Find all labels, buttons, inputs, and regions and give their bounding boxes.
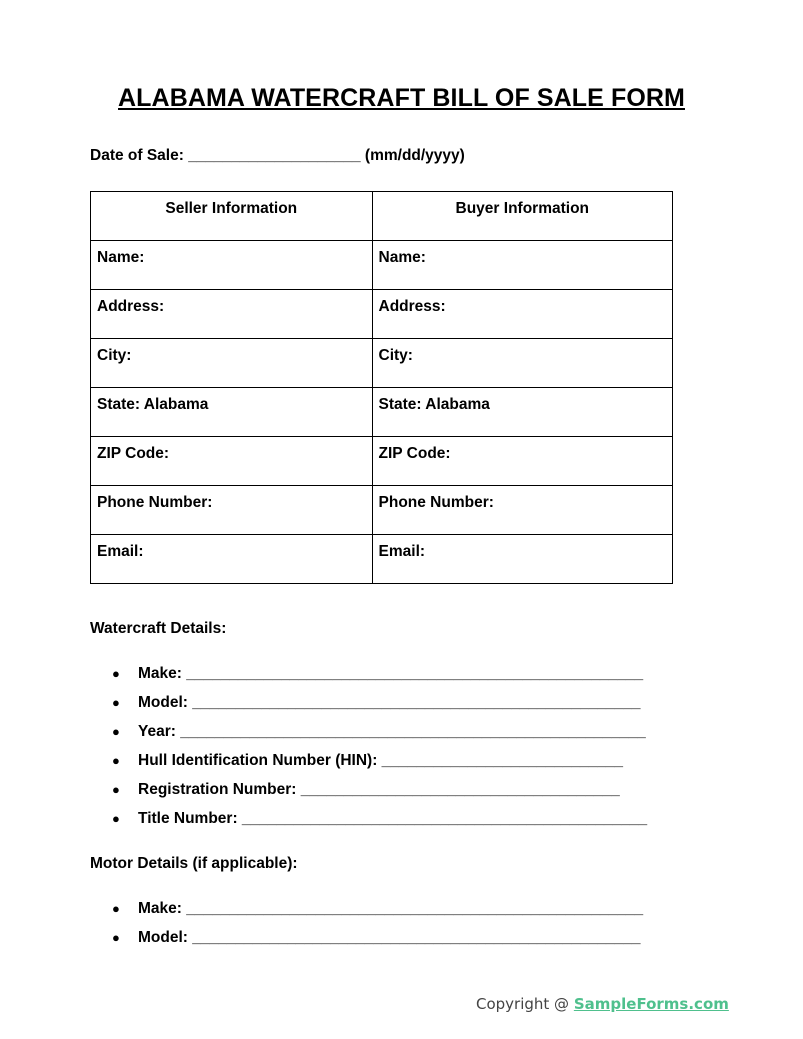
sampleforms-link[interactable]: SampleForms.com <box>573 995 729 1013</box>
list-item <box>112 900 643 929</box>
seller-state-cell: State: Alabama <box>91 388 373 437</box>
buyer-email-cell: Email: <box>372 535 672 584</box>
buyer-state-cell: State: Alabama <box>372 388 672 437</box>
table-row <box>91 486 673 535</box>
watercraft-details-heading: Watercraft Details: <box>90 620 227 637</box>
seller-information-header: Seller Information <box>91 192 373 241</box>
watercraft-year-line: Year: ______________________________________________________ <box>138 723 646 740</box>
buyer-name-cell: Name: <box>372 241 672 290</box>
seller-phone-cell: Phone Number: <box>91 486 373 535</box>
table-row <box>91 241 673 290</box>
seller-address-cell: Address: <box>91 290 373 339</box>
bullet-icon: ● <box>112 666 120 681</box>
seller-name-cell: Name: <box>91 241 373 290</box>
seller-zip-cell: ZIP Code: <box>91 437 373 486</box>
watercraft-registration-line: Registration Number: _____________________________________ <box>138 781 620 798</box>
list-item <box>112 752 647 781</box>
list-item <box>112 810 647 839</box>
table-row <box>91 535 673 584</box>
buyer-phone-cell: Phone Number: <box>372 486 672 535</box>
watercraft-model-line: Model: ____________________________________________________ <box>138 694 641 711</box>
table-header-row <box>91 192 673 241</box>
list-item <box>112 665 647 694</box>
motor-details-list <box>112 900 643 958</box>
motor-make-line: Make: _____________________________________________________ <box>138 900 644 917</box>
list-item <box>112 723 647 752</box>
watercraft-make-line: Make: _____________________________________________________ <box>138 665 644 682</box>
bullet-icon: ● <box>112 901 120 916</box>
buyer-city-cell: City: <box>372 339 672 388</box>
motor-model-line: Model: ____________________________________________________ <box>138 929 641 946</box>
form-title: ALABAMA WATERCRAFT BILL OF SALE FORM <box>118 84 685 112</box>
buyer-zip-cell: ZIP Code: <box>372 437 672 486</box>
list-item <box>112 694 647 723</box>
table-row <box>91 437 673 486</box>
motor-details-heading: Motor Details (if applicable): <box>90 855 298 872</box>
table-row <box>91 339 673 388</box>
bullet-icon: ● <box>112 782 120 797</box>
list-item <box>112 929 643 958</box>
bullet-icon: ● <box>112 724 120 739</box>
watercraft-details-list <box>112 665 647 839</box>
bullet-icon: ● <box>112 811 120 826</box>
table-row <box>91 290 673 339</box>
table-row <box>91 388 673 437</box>
buyer-address-cell: Address: <box>372 290 672 339</box>
copyright-footer <box>476 995 729 1013</box>
bullet-icon: ● <box>112 695 120 710</box>
list-item <box>112 781 647 810</box>
seller-city-cell: City: <box>91 339 373 388</box>
seller-buyer-table <box>90 191 673 584</box>
bullet-icon: ● <box>112 753 120 768</box>
watercraft-hin-line: Hull Identification Number (HIN): ____________________________ <box>138 752 624 769</box>
date-of-sale-line: Date of Sale: ____________________ (mm/dd/yyyy) <box>90 147 465 164</box>
buyer-information-header: Buyer Information <box>372 192 672 241</box>
bullet-icon: ● <box>112 930 120 945</box>
copyright-text: Copyright @ <box>476 995 574 1013</box>
seller-email-cell: Email: <box>91 535 373 584</box>
watercraft-title-number-line: Title Number: _______________________________________________ <box>138 810 648 827</box>
